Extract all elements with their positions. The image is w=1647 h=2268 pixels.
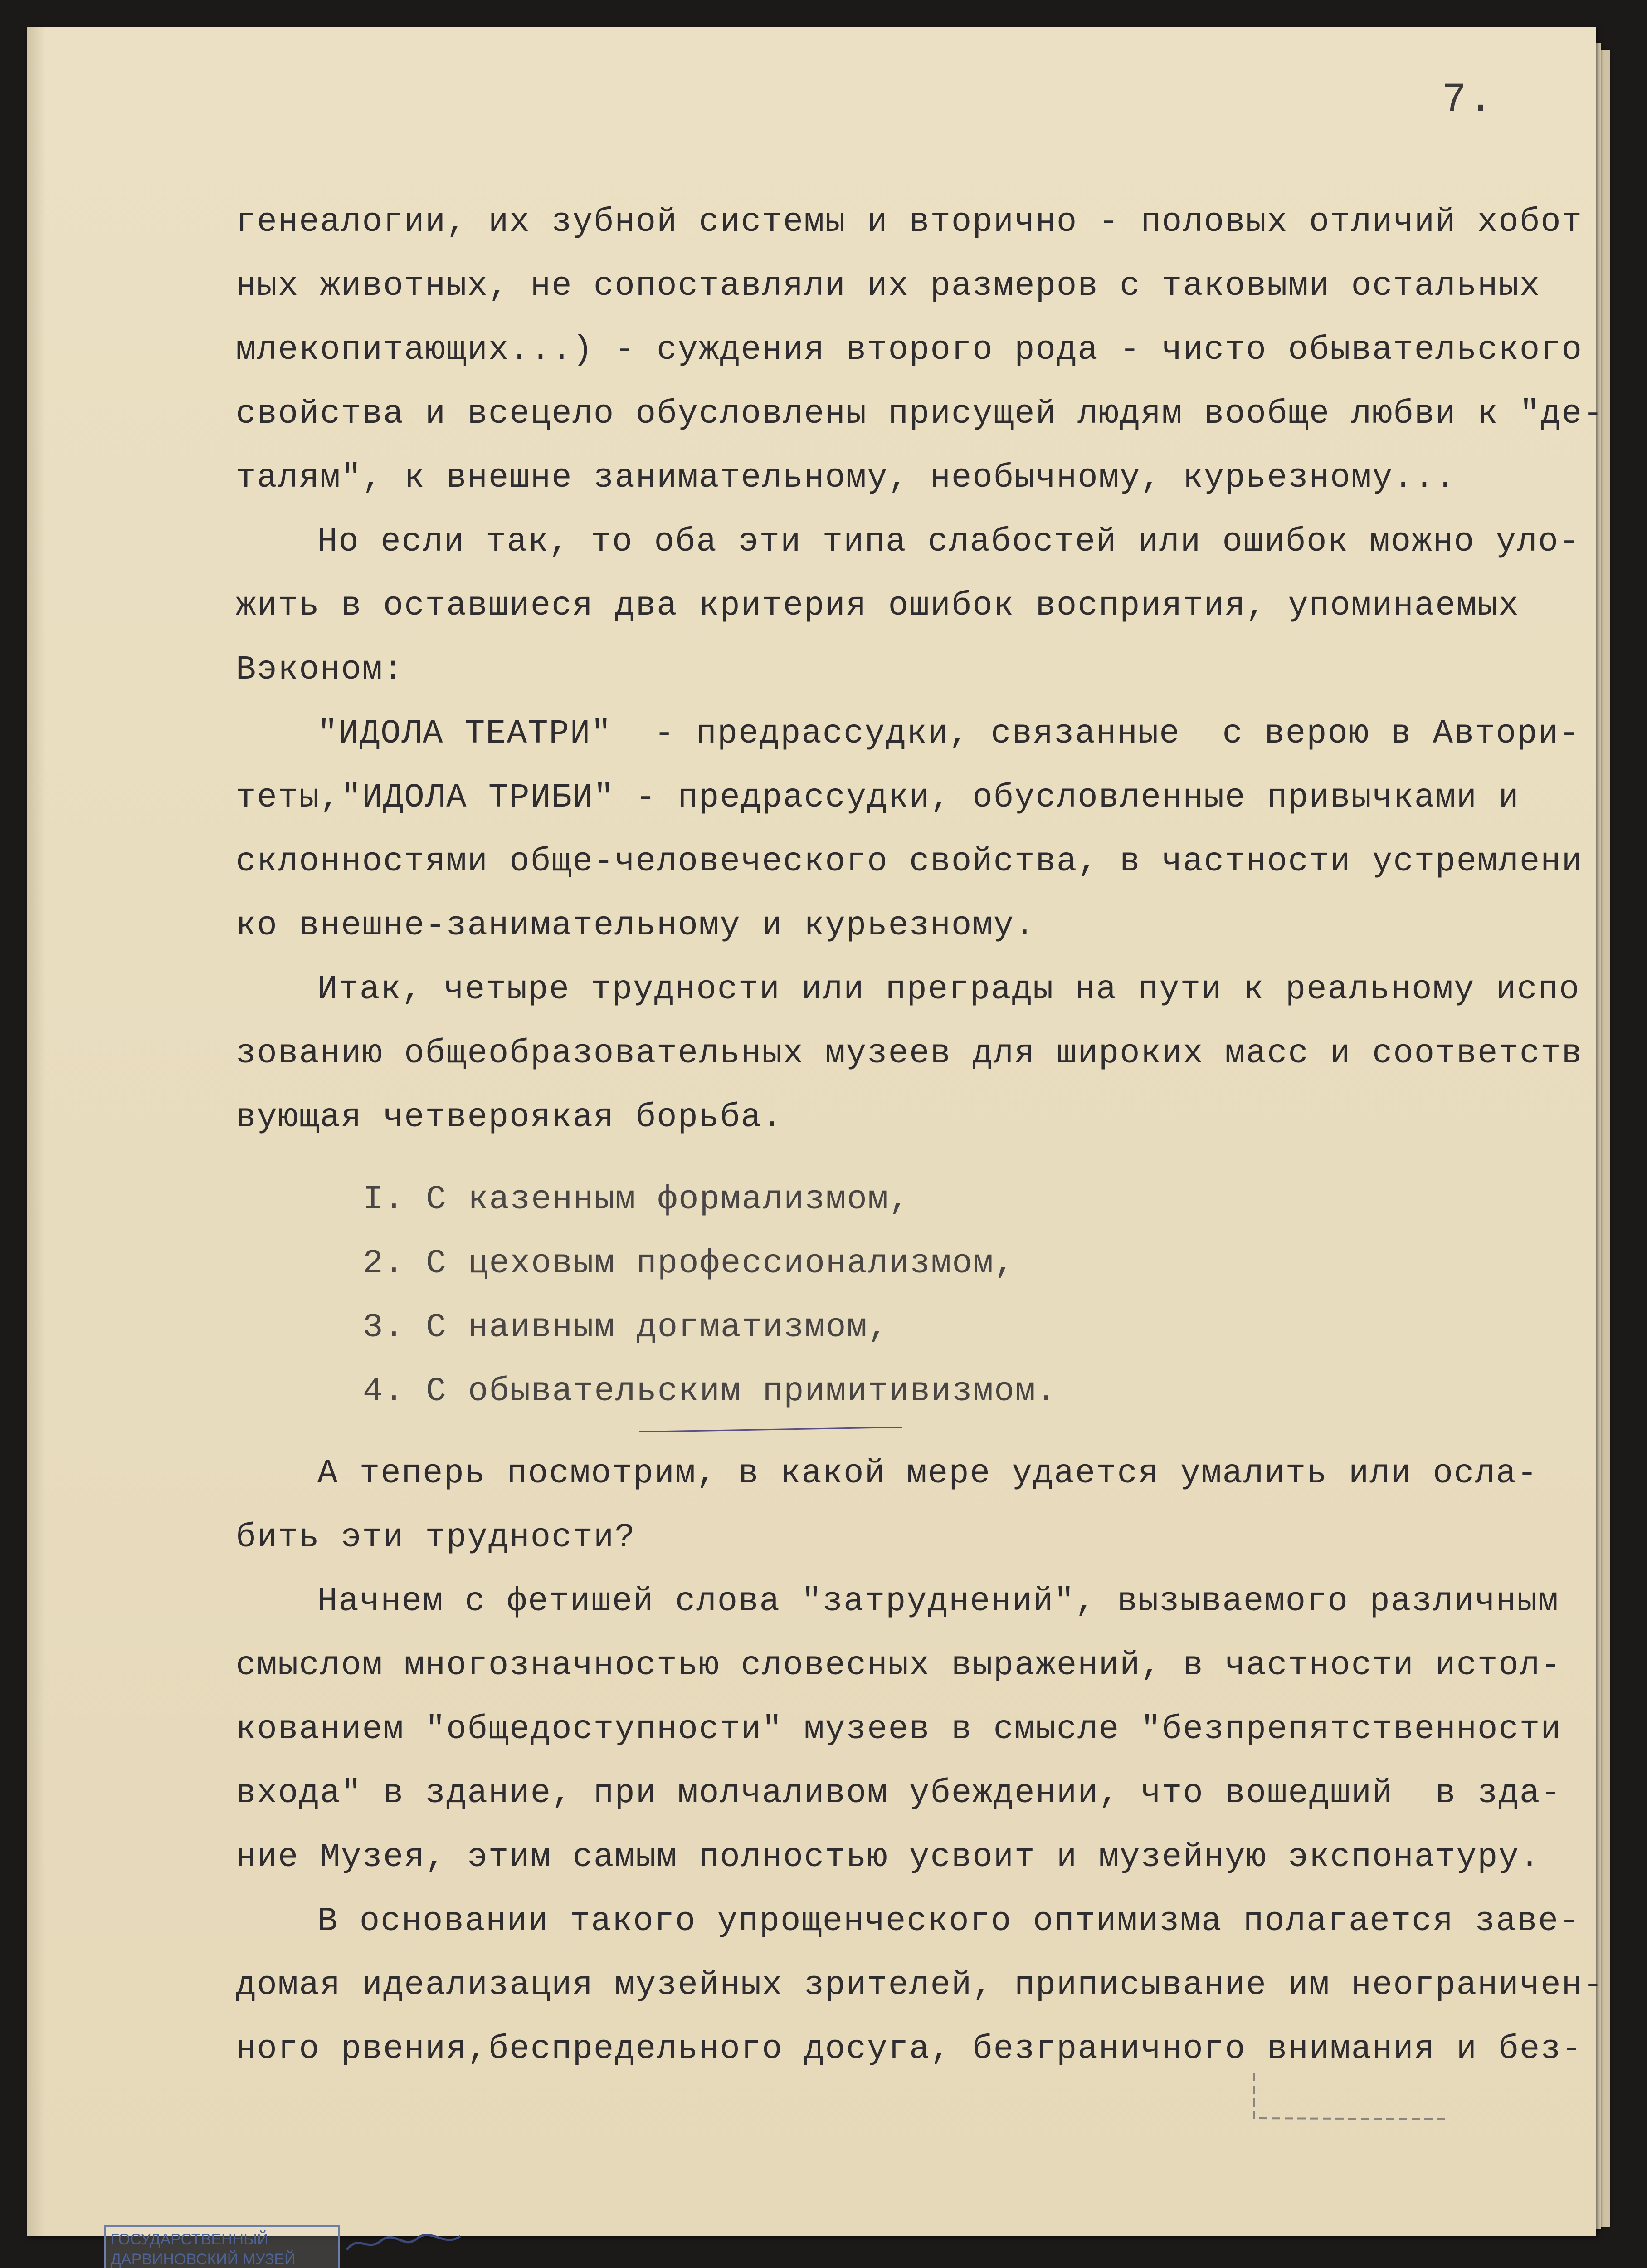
text-line: свойства и всецело обусловлены присущей людям вообще любви к "де-	[236, 395, 1604, 433]
text-line: теты,"ИДОЛА ТРИБИ" - предрассудки, обусловленные привычками и	[236, 779, 1520, 817]
text-line: Итак, четыре трудности или преграды на пути к реальному испо	[317, 971, 1580, 1009]
list-item: 2. С цеховым профессионализмом,	[363, 1245, 1015, 1283]
text-line: А теперь посмотрим, в какой мере удается умалить или осла-	[317, 1455, 1538, 1493]
text-line: кованием "общедоступности" музеев в смысле "безпрепятственности	[236, 1711, 1562, 1749]
text-line: вующая четвероякая борьба.	[236, 1099, 783, 1137]
text-line: Вэконом:	[236, 651, 404, 689]
text-line: генеалогии, их зубной системы и вторично - половых отличий хобот	[236, 203, 1583, 241]
page-edge-shadow	[27, 27, 45, 2236]
text-line: бить эти трудности?	[236, 1519, 636, 1557]
text-line: жить в оставшиеся два критерия ошибок восприятия, упоминаемых	[236, 587, 1520, 625]
page-number: 7.	[1442, 77, 1495, 123]
text-line: ного рвения,беспредельного досуга, безграничного внимания и без-	[236, 2030, 1583, 2068]
text-line: талям", к внешне занимательному, необычному, курьезному...	[236, 459, 1457, 497]
text-line: домая идеализация музейных зрителей, приписывание им неограничен-	[236, 1966, 1604, 2004]
stamp-line: ДАРВИНОВСКИЙ МУЗЕЙ	[111, 2251, 296, 2268]
text-line: млекопитающих...) - суждения второго рода - чисто обывательского	[236, 331, 1583, 369]
signature-scribble	[345, 2232, 463, 2254]
museum-stamp	[104, 2225, 340, 2268]
list-item: I. С казенным формализмом,	[363, 1181, 910, 1219]
text-line: смыслом многозначностью словесных выражений, в частности истол-	[236, 1647, 1562, 1685]
spacer	[236, 1424, 1578, 1442]
text-line: ние Музея, этим самым полностью усвоит и музейную экспонатуру.	[236, 1838, 1541, 1877]
text-line: "ИДОЛА ТЕАТРИ" - предрассудки, связанные с верою в Автори-	[317, 715, 1580, 753]
page-text	[236, 191, 1604, 2082]
list-item: 4. С обывательским примитивизмом.	[363, 1373, 1057, 1411]
stamp-line: ГОСУДАРСТВЕННЫЙ	[111, 2231, 268, 2248]
text-line: ко внешне-занимательному и курьезному.	[236, 907, 1036, 945]
spacer	[236, 1150, 1578, 1168]
text-line: зованию общеобразовательных музеев для широких масс и соответств	[236, 1035, 1583, 1073]
list-item: 3. С наивным догматизмом,	[363, 1309, 889, 1347]
text-line: склонностями обще-человеческого свойства, в частности устремлени	[236, 843, 1583, 881]
text-line: входа" в здание, при молчаливом убеждении, что вошедший в зда-	[236, 1774, 1562, 1813]
text-line: В основании такого упрощенческого оптимизма полагается заве-	[317, 1902, 1580, 1941]
text-line: Начнем с фетишей слова "затруднений", вызываемого различным	[317, 1583, 1559, 1621]
pencil-bracket-mark	[1252, 2068, 1451, 2123]
text-line: ных животных, не сопоставляли их размеров с таковыми остальных	[236, 267, 1541, 305]
text-line: Но если так, то оба эти типа слабостей или ошибок можно уло-	[317, 523, 1580, 561]
